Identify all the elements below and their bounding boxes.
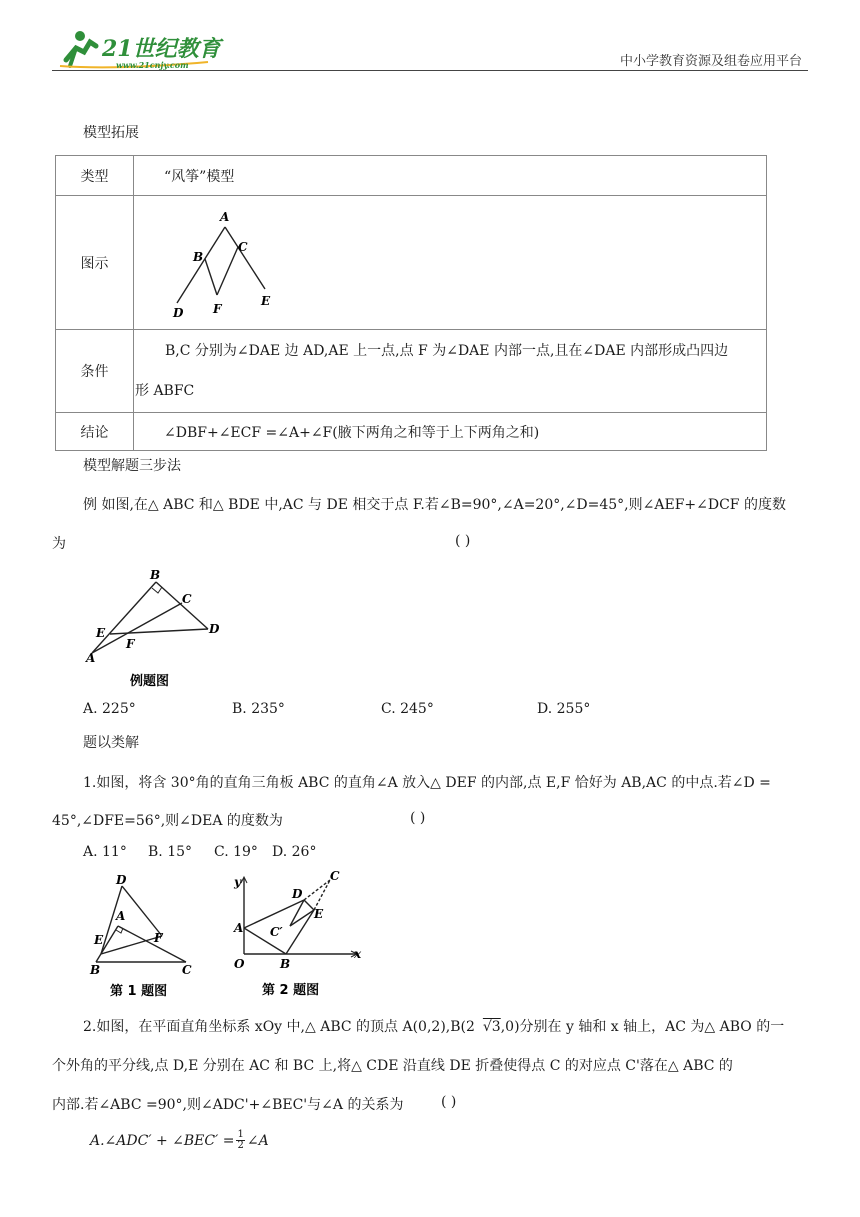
- table-row-type: [56, 156, 767, 196]
- q2-option-a-right: ∠A: [246, 1132, 269, 1149]
- kite-label-d: D: [173, 305, 184, 320]
- q1-label-f: F: [154, 931, 163, 945]
- site-logo: [58, 26, 238, 72]
- q1-line-2: 45°,∠DFE=56°,则∠DEA 的度数为: [52, 813, 283, 829]
- example-option-a: A. 225°: [83, 701, 136, 717]
- conclusion-head: 结论: [56, 413, 134, 451]
- example-label-f: F: [126, 637, 135, 651]
- kite-label-f: F: [213, 301, 222, 316]
- example-answer-bracket: ( ): [455, 533, 471, 549]
- logo-subtext: www.21cnjy.com: [116, 60, 189, 70]
- q2-answer-bracket: ( ): [441, 1094, 457, 1110]
- table-row-conclusion: [56, 413, 767, 451]
- q1-label-a: A: [116, 909, 126, 923]
- condition-head: 条件: [56, 330, 134, 413]
- table-row-figure: [56, 196, 767, 330]
- q1-figure-caption: 第 1 题图: [110, 984, 168, 999]
- type-body: “风筝”模型: [134, 156, 767, 196]
- example-label-d: D: [209, 622, 220, 636]
- type-head: 类型: [56, 156, 134, 196]
- q2-label-o: O: [234, 957, 245, 971]
- q2-option-a-left: A.∠ADC′ + ∠BEC′ =: [90, 1132, 235, 1149]
- kite-label-e: E: [261, 293, 271, 308]
- header-divider: [52, 70, 808, 71]
- kite-label-a: A: [220, 209, 230, 224]
- q1-option-a: A. 11°: [83, 844, 127, 860]
- q1-line-1: 1.如图，将含 30°角的直角三角板 ABC 的直角∠A 放入△ DEF 的内部,点 E,F 恰好为 AB,AC 的中点.若∠D =: [83, 775, 771, 791]
- condition-body: [134, 330, 767, 413]
- q2-label-e: E: [314, 907, 324, 921]
- q2-axis-label-x: x: [354, 947, 362, 961]
- header-platform-text: 中小学教育资源及组卷应用平台: [619, 54, 802, 69]
- q1-label-c: C: [182, 963, 192, 977]
- similar-title: 题以类解: [83, 735, 139, 751]
- example-label-b: B: [150, 568, 161, 582]
- example-line-2: 为: [52, 536, 66, 552]
- example-label-a: A: [86, 651, 96, 665]
- q1-figure: [86, 872, 206, 1002]
- q2-label-c-prime: C′: [270, 925, 283, 939]
- example-label-e: E: [96, 626, 106, 640]
- figure-head: 图示: [56, 196, 134, 330]
- kite-label-c: C: [238, 239, 248, 254]
- q2-label-a: A: [234, 921, 244, 935]
- kite-label-b: B: [193, 249, 204, 264]
- q2-line-2: 个外角的平分线,点 D,E 分别在 AC 和 BC 上,将△ CDE 沿直线 DE 折叠使得点 C 的对应点 C'落在△ ABC 的: [52, 1058, 733, 1074]
- q1-label-d: D: [116, 873, 127, 887]
- q1-option-d: D. 26°: [272, 844, 317, 860]
- q2-option-a-fraction: [236, 1130, 244, 1151]
- three-steps-title: 模型解题三步法: [83, 458, 181, 474]
- q2-line-1-end: ,0)分别在 y 轴和 x 轴上，AC 为△ ABO 的一: [500, 1019, 785, 1035]
- q2-fraction-denominator: 2: [237, 1140, 244, 1151]
- q2-label-b: B: [280, 957, 291, 971]
- example-line-1: 例 如图,在△ ABC 和△ BDE 中,AC 与 DE 相交于点 F.若∠B=90°,∠A=20°,∠D=45°,则∠AEF+∠DCF 的度数: [83, 497, 786, 513]
- logo-runner-icon: [58, 26, 238, 72]
- q1-option-b: B. 15°: [148, 844, 193, 860]
- example-label-c: C: [182, 592, 192, 606]
- logo-text: 21世纪教育: [102, 36, 221, 62]
- q2-figure-caption: 第 2 题图: [262, 983, 320, 998]
- table-row-condition: [56, 330, 767, 413]
- q2-axis-label-y: y: [234, 875, 241, 889]
- kite-model-figure: [163, 203, 303, 323]
- q2-figure: [226, 866, 366, 1002]
- section-title: 模型拓展: [83, 125, 139, 141]
- q2-sqrt-3: √3: [482, 1019, 501, 1035]
- example-option-c: C. 245°: [381, 701, 434, 717]
- model-table: [55, 155, 767, 451]
- q2-option-a: [90, 1130, 269, 1151]
- q1-option-c: C. 19°: [214, 844, 258, 860]
- q2-line-3: 内部.若∠ABC =90°,则∠ADC'+∠BEC'与∠A 的关系为: [52, 1097, 404, 1113]
- condition-line-1: B,C 分别为∠DAE 边 AD,AE 上一点,点 F 为∠DAE 内部一点,且在∠DAE 内部形成凸四边: [165, 343, 729, 359]
- condition-line-2: 形 ABFC: [135, 383, 195, 399]
- example-figure-caption: 例题图: [130, 674, 170, 689]
- q2-fraction-numerator: 1: [237, 1129, 244, 1140]
- example-option-b: B. 235°: [232, 701, 285, 717]
- q2-line-1-start: 2.如图，在平面直角坐标系 xOy 中,△ ABC 的顶点 A(0,2),B(2: [83, 1019, 475, 1035]
- q2-label-d: D: [292, 887, 303, 901]
- q1-label-e: E: [94, 933, 104, 947]
- figure-cell: [134, 196, 767, 330]
- conclusion-body: ∠DBF+∠ECF =∠A+∠F(腋下两角之和等于上下两角之和): [134, 413, 767, 451]
- example-figure: [80, 565, 240, 695]
- q2-line-1: [83, 1016, 784, 1036]
- q1-label-b: B: [90, 963, 101, 977]
- q2-label-c: C: [330, 869, 340, 883]
- q1-answer-bracket: ( ): [410, 810, 426, 826]
- example-option-d: D. 255°: [537, 701, 591, 717]
